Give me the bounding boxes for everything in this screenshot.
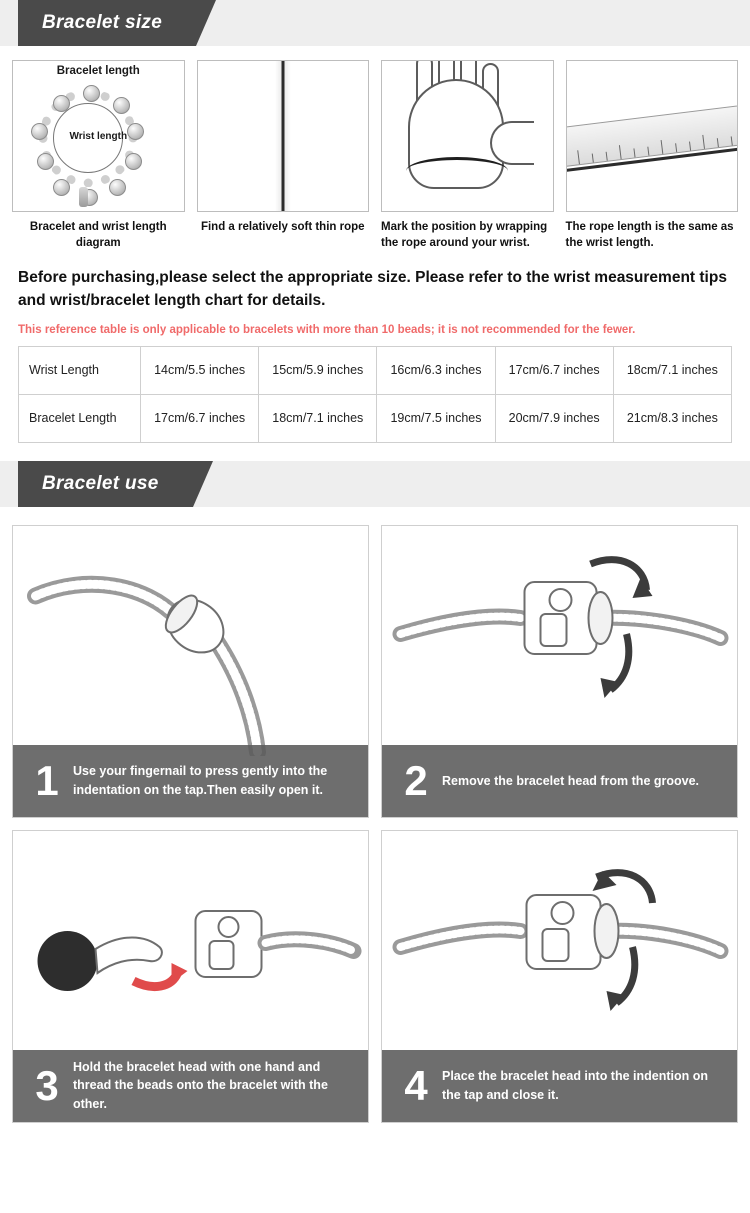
hand-wrap-icon: [381, 60, 554, 212]
purchase-instructions: Before purchasing,please select the appropriate size. Please refer to the wrist measurement tips and wrist/bracelet length chart for details.: [18, 269, 727, 309]
banner-title-use: Bracelet use: [42, 472, 159, 494]
rope-icon: [197, 60, 370, 212]
banner-tab-size: [18, 0, 196, 46]
banner-tab-use: [18, 461, 193, 507]
palm-shape: [408, 79, 504, 189]
use-step-1: [6, 519, 375, 824]
section-banner-use: [0, 461, 750, 507]
cell-wrist-5: 18cm/7.1 inches: [613, 346, 731, 394]
use-step-1-illustration: [12, 525, 369, 818]
cell-wrist-3: 16cm/6.3 inches: [377, 346, 495, 394]
bead-icon: [53, 179, 70, 196]
size-step-4: [560, 60, 745, 251]
use-step-2-illustration: [381, 525, 738, 818]
rope-line-shape: [281, 61, 284, 211]
bead-icon: [125, 153, 142, 170]
bead-icon: [53, 95, 70, 112]
size-steps-row: [0, 46, 750, 251]
cell-wrist-4: 17cm/6.7 inches: [495, 346, 613, 394]
use-step-4: [375, 824, 744, 1129]
use-step-4-number: 4: [404, 1061, 428, 1109]
wrist-length-label: Wrist length: [69, 131, 128, 142]
wrist-bracelet-length-table: [18, 346, 732, 443]
bracelet-diagram-icon: [12, 60, 185, 212]
section-banner-size: [0, 0, 750, 46]
use-steps-grid: [0, 507, 750, 1143]
other-hand-shape: [490, 121, 534, 165]
table-row: [19, 346, 732, 394]
close-clasp-icon: [382, 831, 737, 1061]
size-step-1-caption: Bracelet and wrist length diagram: [29, 221, 167, 249]
charm-icon: [79, 187, 88, 207]
bead-icon: [127, 123, 144, 140]
cell-wrist-1: 14cm/5.5 inches: [141, 346, 259, 394]
cell-wrist-2: 15cm/5.9 inches: [259, 346, 377, 394]
cell-bracelet-5: 21cm/8.3 inches: [613, 394, 731, 442]
use-step-2-text: Remove the bracelet head from the groove.: [442, 773, 700, 788]
use-step-3-number: 3: [35, 1061, 59, 1109]
bead-icon: [83, 85, 100, 102]
thread-bead-icon: [13, 831, 368, 1061]
bead-icon: [31, 123, 48, 140]
use-step-1-caption-bar: [13, 745, 368, 817]
bead-icon: [113, 97, 130, 114]
cell-bracelet-2: 18cm/7.1 inches: [259, 394, 377, 442]
use-step-2: [375, 519, 744, 824]
size-step-2-caption: Find a relatively soft thin rope: [200, 221, 365, 233]
use-step-4-illustration: [381, 830, 738, 1123]
bead-icon: [37, 153, 54, 170]
table-row: [19, 394, 732, 442]
use-step-4-caption-bar: [382, 1050, 737, 1122]
use-step-2-caption-bar: [382, 745, 737, 817]
hand-illustration: [382, 61, 553, 211]
bracelet-length-label: Bracelet length: [56, 65, 140, 77]
ruler-icon: [566, 60, 739, 212]
cell-bracelet-3: 19cm/7.5 inches: [377, 394, 495, 442]
use-step-3: [6, 824, 375, 1129]
banner-title-size: Bracelet size: [42, 12, 163, 33]
use-step-3-text: Hold the bracelet head with one hand and thread the beads onto the bracelet with the other.: [73, 1059, 328, 1112]
size-step-4-caption: The rope length is the same as the wrist length.: [565, 221, 734, 249]
bracelet-open-clasp-icon: [13, 526, 368, 756]
cell-bracelet-4: 20cm/7.9 inches: [495, 394, 613, 442]
use-step-3-caption-bar: [13, 1050, 368, 1122]
use-step-1-number: 1: [35, 756, 59, 804]
size-step-3: [375, 60, 560, 251]
cell-bracelet-1: 17cm/6.7 inches: [141, 394, 259, 442]
size-step-1: [6, 60, 191, 251]
reference-table-note: This reference table is only applicable to bracelets with more than 10 beads; it is not recommended for the fewer.: [18, 323, 636, 336]
bead-icon: [109, 179, 126, 196]
use-step-1-text: Use your fingernail to press gently into the indentation on the tap.Then easily open it.: [73, 764, 328, 797]
use-step-2-number: 2: [404, 756, 428, 804]
use-step-3-illustration: [12, 830, 369, 1123]
row-header-wrist-length: Wrist Length: [19, 346, 141, 394]
row-header-bracelet-length: Bracelet Length: [19, 394, 141, 442]
size-step-2: [191, 60, 376, 251]
use-step-4-text: Place the bracelet head into the indention on the tap and close it.: [442, 1069, 709, 1102]
remove-head-icon: [382, 526, 737, 756]
size-step-3-caption: Mark the position by wrapping the rope around your wrist.: [381, 221, 548, 249]
